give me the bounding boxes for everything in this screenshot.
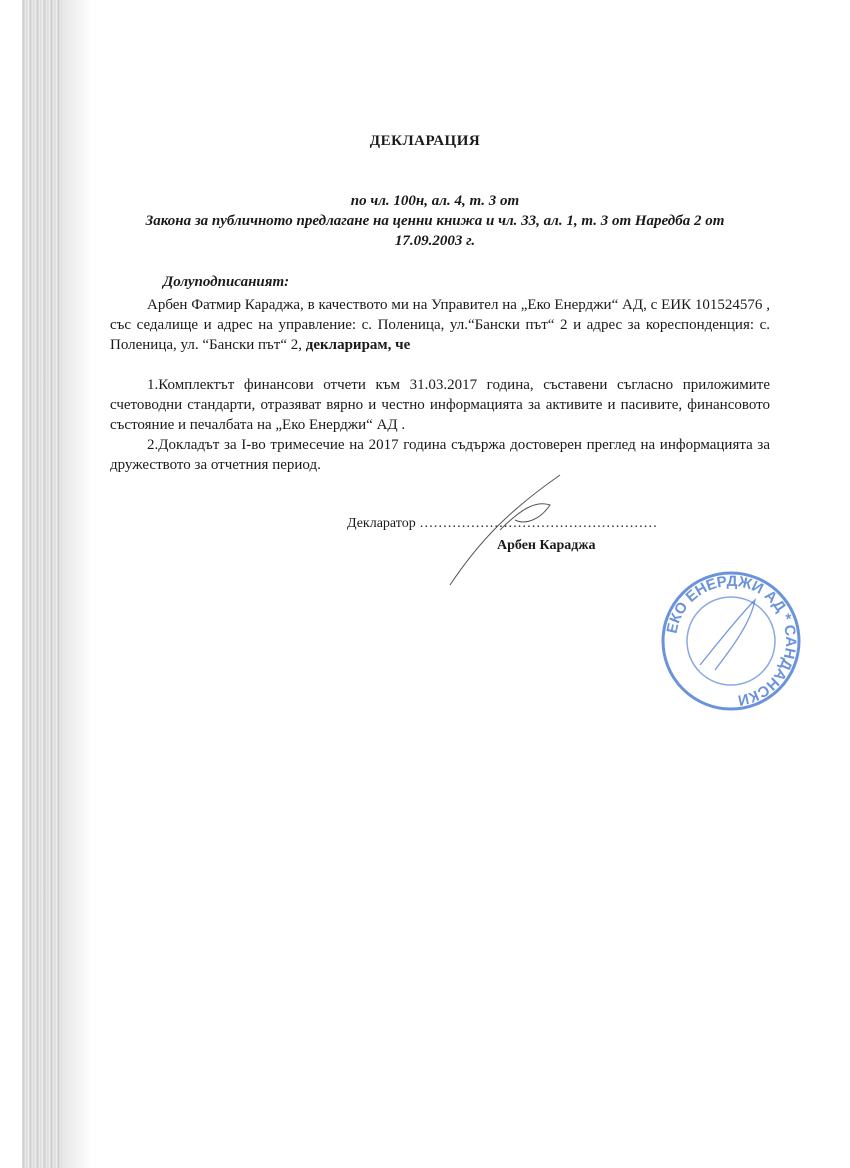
company-stamp xyxy=(660,570,802,712)
signer-label: Долуподписаният: xyxy=(163,274,290,290)
point-2: 2.Докладът за I-во тримесечие на 2017 година съдържа достоверен преглед на информацията за дружеството за отчетния период. xyxy=(110,437,770,473)
intro-bold-text: декларирам, че xyxy=(305,337,411,353)
document-body xyxy=(110,295,770,475)
scan-edge-shadow xyxy=(22,0,62,1168)
document-title: ДЕКЛАРАЦИЯ xyxy=(369,133,481,149)
signature xyxy=(440,470,570,590)
intro-text: Арбен Фатмир Караджа, в качеството ми на Управител на „Еко Енерджи“ АД, с ЕИК 101524576 , със седалище и адрес на управление: с. Поленица, ул.“Бански път“ 2 и адрес за кореспонденция: с. Поленица, ул. “Бански път“ 2, xyxy=(110,297,770,353)
stamp-text: ЕКО ЕНЕРДЖИ АД * САНДАНСКИ xyxy=(663,572,800,709)
subtitle-line-3: 17.09.2003 г. xyxy=(394,233,476,249)
declarant-name: Арбен Караджа xyxy=(497,538,596,553)
scan-edge-fade xyxy=(62,0,92,1168)
declarant-label: Декларатор …………………………………………… xyxy=(347,516,658,531)
subtitle-line-2: Закона за публичното предлагане на ценни книжа и чл. 33, ал. 1, т. 3 от Наредба 2 от xyxy=(145,213,725,229)
intro-paragraph xyxy=(110,295,770,355)
subtitle-line-1: по чл. 100н, ал. 4, т. 3 от xyxy=(350,193,520,209)
point-1: 1.Комплектът финансови отчети към 31.03.2017 година, съставени съгласно приложимите счетоводни стандарти, отразяват вярно и честно информацията за активите и пасивите, финансовото състояние и печалбата на „Еко Енерджи“ АД . xyxy=(110,377,770,433)
